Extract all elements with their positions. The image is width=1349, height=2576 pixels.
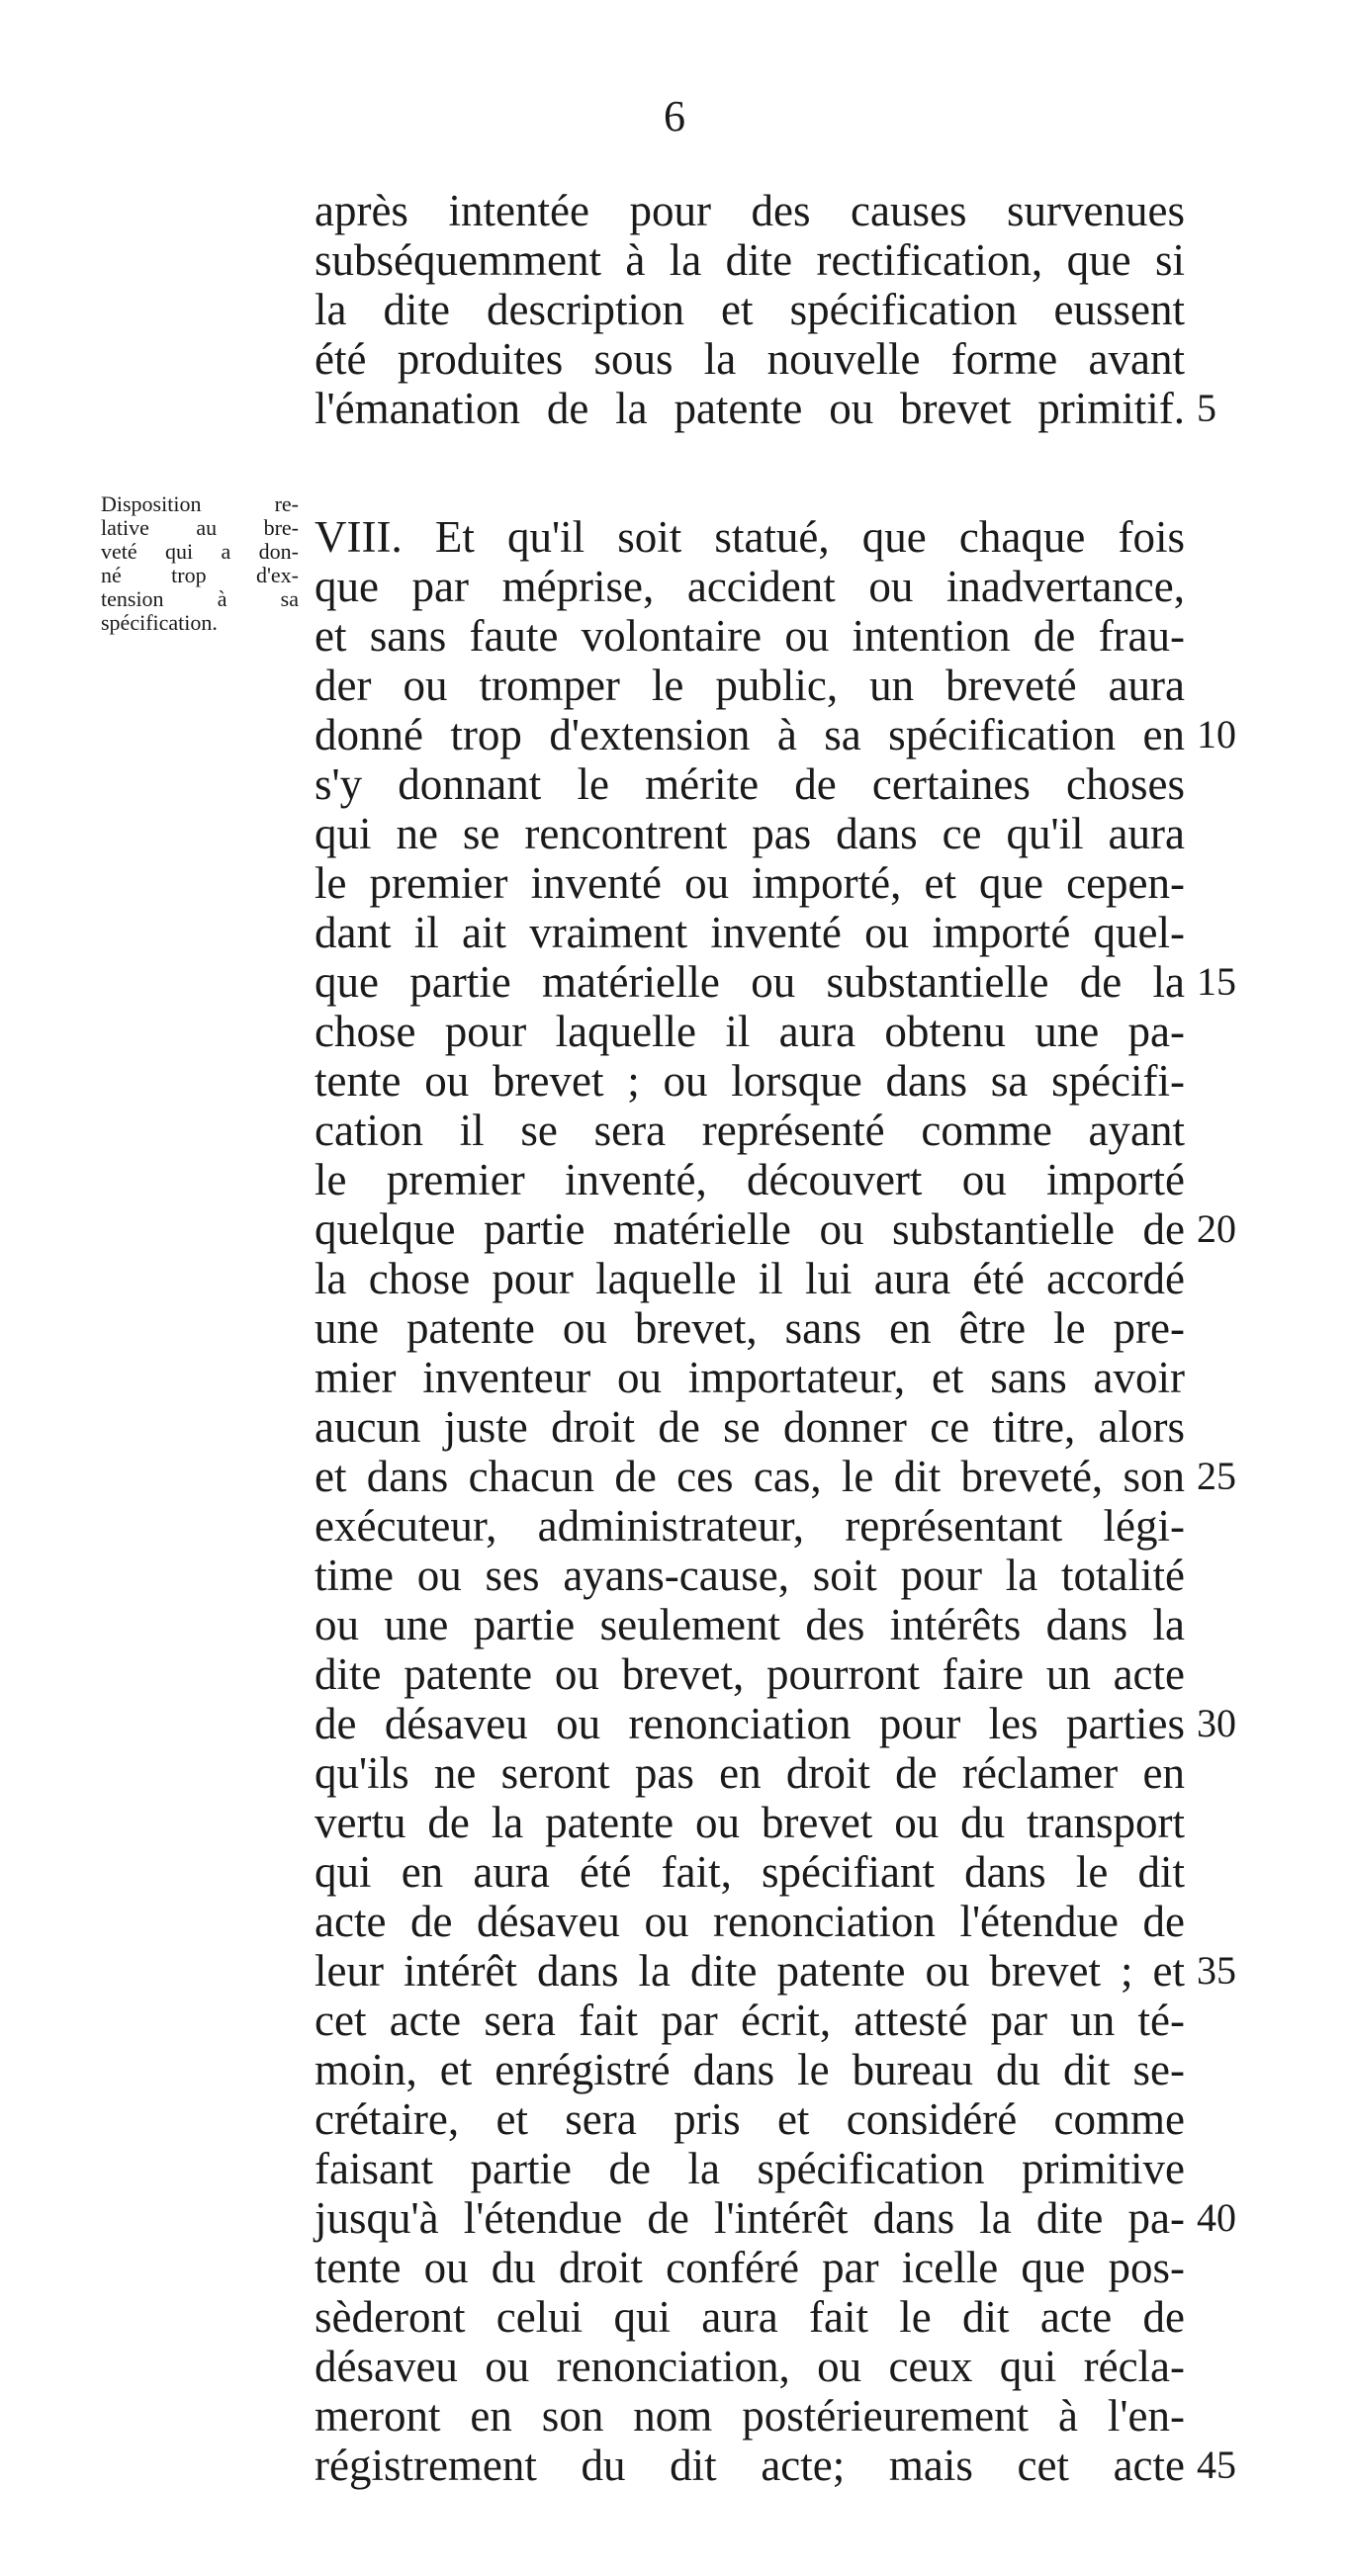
text-line: moin, et enrégistré dans le bureau du dit se- xyxy=(315,2045,1185,2094)
line-number: 10 xyxy=(1197,712,1236,756)
line-number: 25 xyxy=(1197,1454,1236,1498)
text-line: leur intérêt dans la dite patente ou brevet ; et xyxy=(315,1946,1185,1996)
text-line: cation il se sera représenté comme ayant xyxy=(315,1106,1185,1155)
line-number: 5 xyxy=(1197,386,1216,430)
text-line: dite patente ou brevet, pourront faire un acte xyxy=(315,1649,1185,1699)
body-text xyxy=(315,186,1185,2490)
text-line: de désaveu ou renonciation pour les parties xyxy=(315,1699,1185,1748)
text-line: sèderont celui qui aura fait le dit acte de xyxy=(315,2292,1185,2342)
line-number: 45 xyxy=(1197,2443,1236,2487)
line-number: 40 xyxy=(1197,2195,1236,2240)
text-line: été produites sous la nouvelle forme avant xyxy=(315,334,1185,384)
text-line: désaveu ou renonciation, ou ceux qui récla- xyxy=(315,2342,1185,2391)
text-line: que partie matérielle ou substantielle de la xyxy=(315,957,1185,1007)
text-line: dant il ait vraiment inventé ou importé quel- xyxy=(315,908,1185,957)
text-line: der ou tromper le public, un breveté aura xyxy=(315,661,1185,710)
line-number: 35 xyxy=(1197,1948,1236,1993)
text-line: qui en aura été fait, spécifiant dans le dit xyxy=(315,1847,1185,1897)
text-line: et sans faute volontaire ou intention de frau- xyxy=(315,611,1185,661)
line-number: 15 xyxy=(1197,959,1236,1004)
text-line: l'émanation de la patente ou brevet primitif. xyxy=(315,384,1185,433)
text-line: crétaire, et sera pris et considéré comme xyxy=(315,2094,1185,2144)
margin-note-line: veté qui a don- xyxy=(101,539,299,564)
page-number: 6 xyxy=(664,92,685,140)
margin-note xyxy=(101,492,299,635)
text-line: la chose pour laquelle il lui aura été accordé xyxy=(315,1254,1185,1303)
text-line: quelque partie matérielle ou substantielle de xyxy=(315,1204,1185,1254)
text-line: faisant partie de la spécification primitive xyxy=(315,2144,1185,2193)
margin-note-line: spécification. xyxy=(101,610,218,635)
text-line: acte de désaveu ou renonciation l'étendue de xyxy=(315,1897,1185,1946)
margin-note-line: né trop d'ex- xyxy=(101,563,299,587)
text-line: tente ou brevet ; ou lorsque dans sa spécifi- xyxy=(315,1056,1185,1106)
text-line: meront en son nom postérieurement à l'en- xyxy=(315,2391,1185,2441)
text-line: qui ne se rencontrent pas dans ce qu'il aura xyxy=(315,809,1185,858)
line-number: 20 xyxy=(1197,1206,1236,1251)
section-heading-line: VIII. Et qu'il soit statué, que chaque fois xyxy=(315,512,1185,562)
text-line: régistrement du dit acte; mais cet acte xyxy=(315,2441,1185,2490)
text-line: ou une partie seulement des intérêts dans la xyxy=(315,1600,1185,1649)
text-line: que par méprise, accident ou inadvertance, xyxy=(315,562,1185,611)
text-line: exécuteur, administrateur, représentant légi- xyxy=(315,1501,1185,1551)
text-line: time ou ses ayans-cause, soit pour la totalité xyxy=(315,1551,1185,1600)
text-line: vertu de la patente ou brevet ou du transport xyxy=(315,1798,1185,1847)
text-line: la dite description et spécification eussent xyxy=(315,285,1185,334)
text-line: subséquemment à la dite rectification, que si xyxy=(315,235,1185,285)
text-line: chose pour laquelle il aura obtenu une pa- xyxy=(315,1007,1185,1056)
text-line: jusqu'à l'étendue de l'intérêt dans la dite pa- xyxy=(315,2193,1185,2243)
text-line: et dans chacun de ces cas, le dit breveté, son xyxy=(315,1452,1185,1501)
text-line: donné trop d'extension à sa spécification en xyxy=(315,710,1185,759)
margin-note-line: Disposition re- xyxy=(101,491,299,516)
text-line: mier inventeur ou importateur, et sans avoir xyxy=(315,1353,1185,1402)
text-line: cet acte sera fait par écrit, attesté par un té- xyxy=(315,1996,1185,2045)
line-number: 30 xyxy=(1197,1701,1236,1745)
text-line: qu'ils ne seront pas en droit de réclamer en xyxy=(315,1748,1185,1798)
text-line: le premier inventé ou importé, et que cepen- xyxy=(315,858,1185,908)
text-line: aucun juste droit de se donner ce titre, alors xyxy=(315,1402,1185,1452)
text-line: s'y donnant le mérite de certaines choses xyxy=(315,759,1185,809)
margin-note-line: lative au bre- xyxy=(101,515,299,540)
text-line: tente ou du droit conféré par icelle que pos- xyxy=(315,2243,1185,2292)
text-line: après intentée pour des causes survenues xyxy=(315,186,1185,235)
margin-note-line: tension à sa xyxy=(101,586,299,611)
text-line: une patente ou brevet, sans en être le pre- xyxy=(315,1303,1185,1353)
text-line: le premier inventé, découvert ou importé xyxy=(315,1155,1185,1204)
